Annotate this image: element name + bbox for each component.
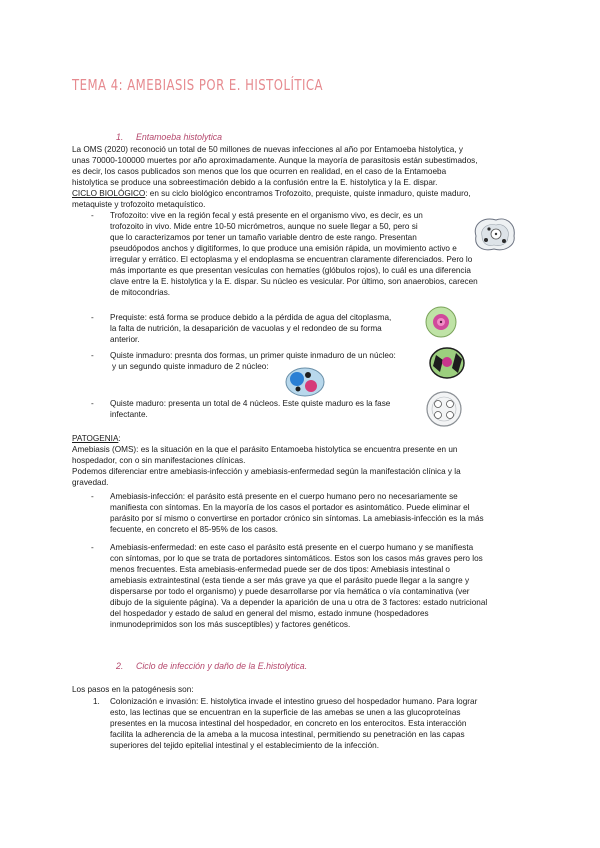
stage-line: infectante.	[110, 410, 148, 419]
pasos-item-number: 1.	[93, 697, 100, 706]
item-line: del hospedador y estado de salud en general del mismo, estado inmune (hospedadores	[110, 609, 429, 618]
page-title: TEMA 4: AMEBIASIS POR E. HISTOLÍTICA	[72, 76, 324, 94]
patogenia-heading	[72, 434, 121, 445]
intro-line: La OMS (2020) reconoció un total de 50 millones de nuevas infecciones al año por Entamoeba histolytica, y	[72, 145, 463, 154]
stage-line: clave entre la E. histolytica y la E. dispar. Su núcleo es vesicular. Por último, son anaerobios, carecen	[110, 277, 478, 286]
prequiste-illustration	[424, 305, 458, 339]
item-line: Amebiasis-enfermedad: en este caso el parásito está presente en el cuerpo humano y se manifiesta	[110, 543, 474, 552]
quiste-inmaduro-2-illustration	[284, 366, 326, 398]
item-line: fecuente, en concreto el 85-95% de los casos.	[110, 525, 278, 534]
stage-line: pseudópodos anchos y digitiformes, lo que produce una emisión rápida, un movimiento activo e	[110, 244, 457, 253]
stage-line: Quiste maduro: presenta un total de 4 núcleos. Este quiste maduro es la fase	[110, 399, 391, 408]
bullet-dash: -	[91, 351, 94, 360]
item-line: menos frecuentes. Esta amebiasis-enfermedad puede ser de dos tipos: Amebiasis intestinal o	[110, 565, 450, 574]
patogenia-colon: :	[118, 434, 121, 443]
ciclo-line: : en su ciclo biológico encontramos Trofozoito, prequiste, quiste inmaduro, quiste maduro,	[145, 189, 471, 198]
intro-line: histolytica se produce una sobreestimación debido a la confusión entre la E. histolytica y la E. dispar.	[72, 178, 438, 187]
item-line: esto, las lectinas que se encuentran en la superficie de las amebas se unen a las glucoproteínas	[110, 708, 461, 717]
bullet-dash: -	[91, 211, 94, 220]
section-1-heading: Entamoeba histolytica	[136, 132, 223, 142]
item-line: parásito por sí mismo o convertirse en portador crónico sin síntomas. La amebiasis-infección es la más	[110, 514, 484, 523]
stage-line: más importante es que presentan vesículas con hematíes (glóbulos rojos), lo cuál es una diferencia	[110, 266, 471, 275]
item-line: dibujo de la siguiente página). Va a depender la aparición de una u otra de 3 factores: estado nutricional	[110, 598, 488, 607]
stage-line: Quiste inmaduro: presnta dos formas, un primer quiste inmaduro de un núcleo:	[110, 351, 396, 360]
patogenia-line: gravedad.	[72, 478, 109, 487]
patogenia-line: Podemos diferenciar entre amebiasis-infección y amebiasis-enfermedad según la manifestación clínica y la	[72, 467, 461, 476]
stage-line: que lo caracterizamos por tener un tamaño variable dentro de este rango. Presentan	[110, 233, 417, 242]
item-line: Amebiasis-infección: el parásito está presente en el cuerpo humano pero no necesariamente se	[110, 492, 458, 501]
stage-line: Prequiste: está forma se produce debido a la pérdida de agua del citoplasma,	[110, 313, 392, 322]
item-line: amebiasis extraintestinal (esta tiende a ser más grave ya que el parásito puede llegar a la sangre y	[110, 576, 470, 585]
section-1-number: 1.	[116, 132, 124, 142]
quiste-inmaduro-1-illustration	[428, 346, 466, 380]
ciclo-line: metaquiste y trofozoito metaquístico.	[72, 200, 206, 209]
patogenia-line: hospedador, con o sin manifestaciones clínicas.	[72, 456, 246, 465]
section-2-number: 2.	[116, 661, 124, 671]
stage-line: irregular y errático. El ectoplasma y el endoplasma se encuentran claramente diferenciados. Pero lo	[110, 255, 473, 264]
bullet-dash: -	[91, 313, 94, 322]
section-2-heading: Ciclo de infección y daño de la E.histolytica.	[136, 661, 308, 671]
stage-line: y un segundo quiste inmaduro de 2 núcleo:	[112, 362, 269, 371]
stage-line: anterior.	[110, 335, 140, 344]
quiste-maduro-illustration	[424, 390, 464, 428]
patogenia-line: Amebiasis (OMS): es la situación en la que el parásito Entamoeba histolytica se encuentra presente en un	[72, 445, 458, 454]
item-line: manifiesta con síntomas. En la mayoría de los casos el portador es asintomático. Puede eliminar el	[110, 503, 470, 512]
item-line: facilita la adherencia de la ameba a la mucosa intestinal, permitiendo su penetración en las capas	[110, 730, 465, 739]
intro-line: unas 70000-100000 muertes por año aproximadamente. Aunque la mayoría de parasitosis están subestimados,	[72, 156, 478, 165]
item-line: con síntomas, por lo que se trata de portadores sintomáticos. Estos son los casos más graves pero los	[110, 554, 483, 563]
intro-line: es decir, los casos publicados son menos que los que ocurren en realidad, en el caso de la Entamoeba	[72, 167, 447, 176]
stage-line: de mitocondrias.	[110, 288, 171, 297]
bullet-dash: -	[91, 543, 94, 552]
stage-line: la falta de nutrición, la desaparición de vacuolas y el redondeo de su forma	[110, 324, 382, 333]
patogenia-label: PATOGENIA	[72, 434, 119, 443]
item-line: Colonización e invasión: E. histolytica invade el intestino grueso del hospedador humano. Para lograr	[110, 697, 478, 706]
ciclo-paragraph	[72, 189, 471, 200]
pasos-intro: Los pasos en la patogénesis son:	[72, 685, 194, 694]
stage-line: Trofozoito: vive en la región fecal y está presente en el organismo vivo, es decir, es un	[110, 211, 423, 220]
bullet-dash: -	[91, 399, 94, 408]
bullet-dash: -	[91, 492, 94, 501]
item-line: superiores del tejido epitelial intestinal y el establecimiento de la infección.	[110, 741, 379, 750]
item-line: dispersarse por todo el organismo) y puede desarrollarse por vía hemática o vía contaminativa (ver	[110, 587, 470, 596]
item-line: presentes en la mucosa intestinal del hospedador, en concreto en los enterocitos. Esta interacción	[110, 719, 467, 728]
item-line: inmunodeprimidos son los más susceptibles) y factores genéticos.	[110, 620, 351, 629]
stage-line: trofozoito in vivo. Mide entre 10-50 micrómetros, aunque no suele llegar a 50, pero si	[110, 222, 418, 231]
trofozoito-illustration	[470, 214, 518, 254]
ciclo-label: CICLO BIOLÓGICO	[72, 189, 146, 198]
